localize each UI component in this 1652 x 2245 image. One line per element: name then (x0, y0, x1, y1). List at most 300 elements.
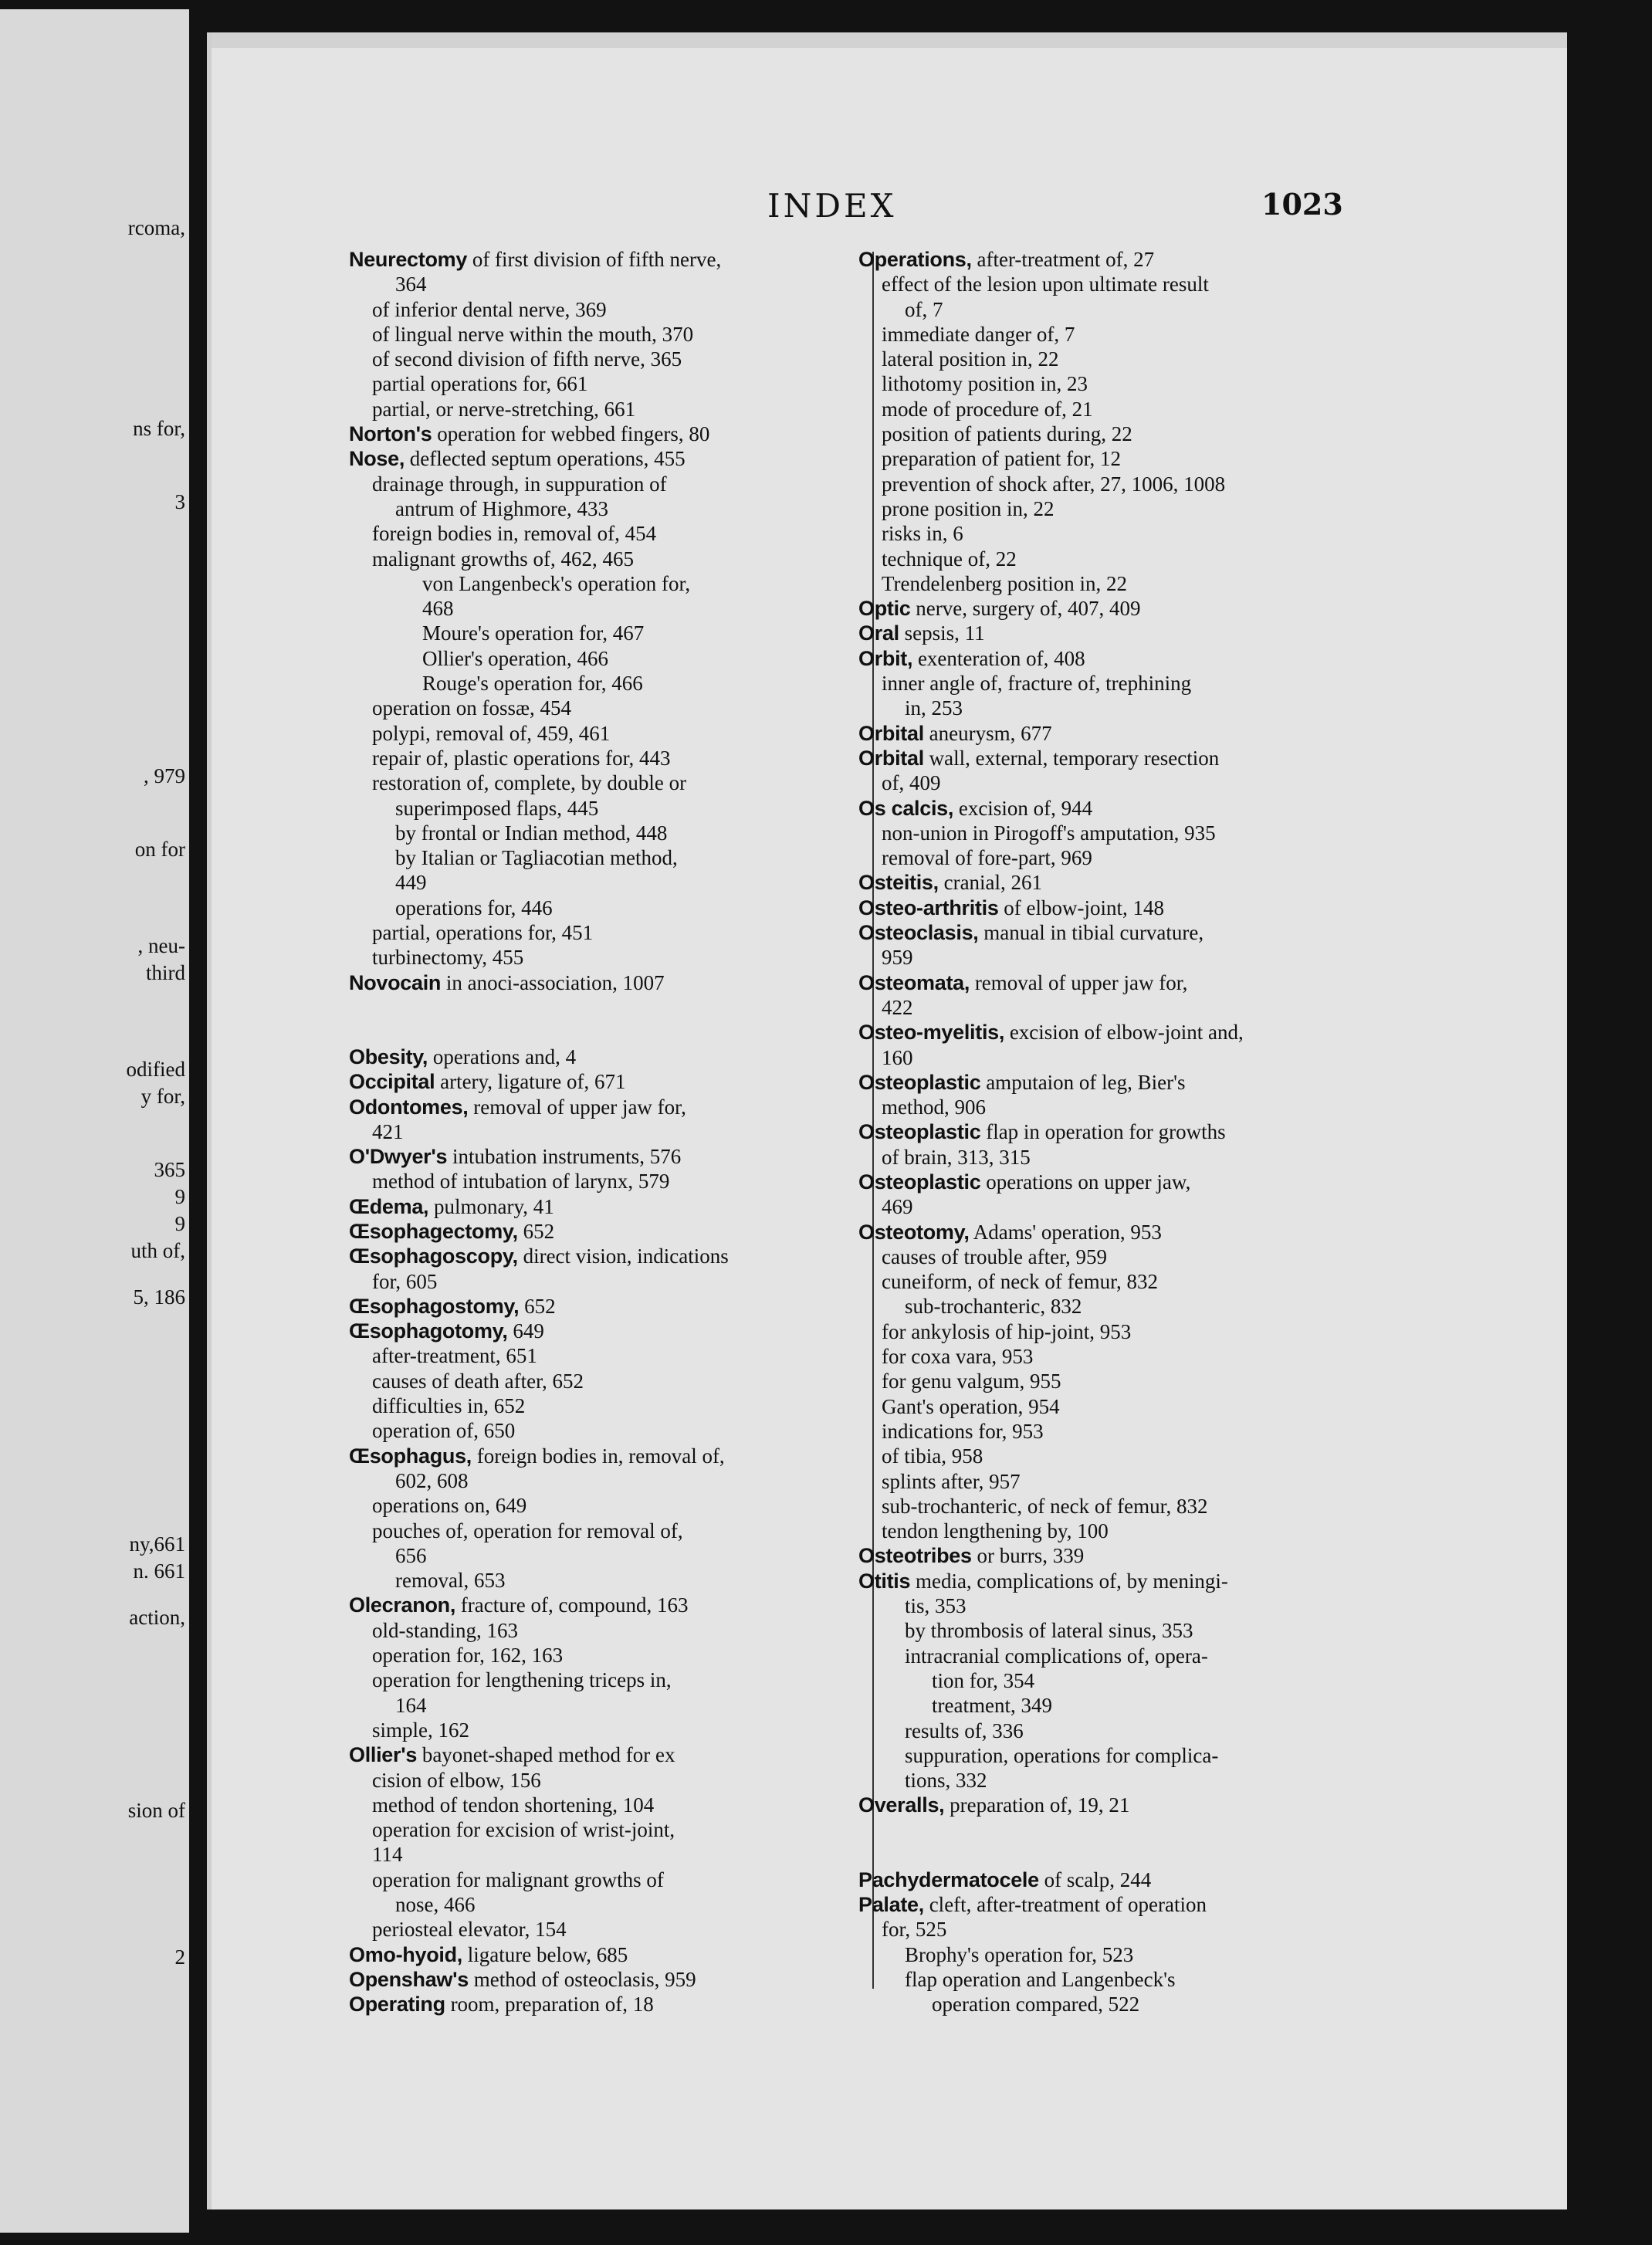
index-subentry (349, 571, 820, 596)
index-subentry (349, 920, 820, 945)
index-subentry (858, 1618, 1337, 1643)
previous-page-fragment: 9 (174, 1185, 185, 1208)
index-text: turbinectomy, 455 (372, 946, 524, 970)
index-text: excision of elbow-joint and, (1004, 1021, 1244, 1045)
index-text: of elbow-joint, 148 (998, 896, 1165, 919)
index-subentry (858, 1419, 1337, 1444)
index-headword: Osteoplastic (858, 1120, 981, 1144)
index-text: removal of upper jaw for, (970, 970, 1188, 994)
index-subentry (858, 1668, 1337, 1693)
index-text: operation for, 162, 163 (372, 1644, 564, 1668)
previous-page-edge (0, 9, 189, 2233)
previous-page-fragment: third (146, 961, 185, 984)
index-entry (349, 1194, 820, 1219)
index-text: method of tendon shortening, 104 (372, 1793, 655, 1817)
index-text: causes of death after, 652 (372, 1369, 584, 1393)
index-text: 422 (882, 995, 913, 1019)
index-subentry (858, 347, 1337, 371)
index-subentry (349, 870, 820, 895)
index-text: operations on upper jaw, (980, 1170, 1191, 1194)
index-text: 469 (882, 1195, 913, 1219)
index-text: old-standing, 163 (372, 1618, 518, 1642)
index-text: for ankylosis of hip-joint, 953 (882, 1319, 1132, 1343)
index-subentry (858, 1593, 1337, 1618)
index-entry (349, 1045, 820, 1069)
index-entry (858, 796, 1337, 821)
index-headword: Osteoclasis, (858, 921, 979, 945)
previous-page-fragment: odified (126, 1058, 185, 1081)
index-subentry (349, 1418, 820, 1443)
index-text: fracture of, compound, 163 (455, 1593, 689, 1617)
index-subentry (349, 1369, 820, 1393)
previous-page-fragment: sion of (127, 1799, 185, 1822)
index-subentry (858, 1344, 1337, 1369)
index-entry (858, 746, 1337, 770)
index-text: 364 (395, 273, 427, 296)
index-text: bayonet-shaped method for ex (417, 1743, 675, 1767)
index-subentry (349, 1793, 820, 1817)
index-page (207, 32, 1567, 2209)
index-text: non-union in Pirogoff's amputation, 935 (882, 821, 1216, 845)
index-text: partial, operations for, 451 (372, 921, 594, 945)
index-text: 114 (372, 1843, 403, 1867)
index-subentry (858, 1718, 1337, 1743)
index-subentry (858, 1095, 1337, 1119)
index-subentry (349, 770, 820, 795)
index-text: tions, 332 (905, 1769, 987, 1793)
index-text: nose, 466 (395, 1893, 476, 1916)
index-text: of, 409 (882, 771, 941, 795)
index-text: technique of, 22 (882, 547, 1017, 571)
index-headword: Œdema, (349, 1194, 429, 1218)
index-text: lithotomy position in, 23 (882, 372, 1088, 396)
index-subentry (349, 671, 820, 696)
index-subentry (349, 1867, 820, 1892)
index-subentry (349, 297, 820, 322)
index-text: intubation instruments, 576 (447, 1145, 682, 1169)
index-text: difficulties in, 652 (372, 1394, 526, 1418)
index-text: flap in operation for growths (980, 1120, 1226, 1144)
previous-page-fragment: 3 (174, 490, 185, 513)
index-headword: Osteo-arthritis (858, 896, 999, 919)
index-text: operations on, 649 (372, 1494, 527, 1518)
index-subentry (349, 1543, 820, 1568)
index-subentry (349, 472, 820, 496)
index-text: artery, ligature of, 671 (435, 1070, 626, 1094)
index-subentry (349, 1768, 820, 1793)
index-subentry (858, 1045, 1337, 1070)
index-text: 468 (422, 597, 454, 621)
index-subentry (349, 1519, 820, 1543)
index-text: 602, 608 (395, 1468, 469, 1492)
index-subentry (858, 521, 1337, 546)
index-text: operation for malignant growths of (372, 1867, 664, 1891)
index-text: removal of fore-part, 969 (882, 846, 1092, 870)
index-text: by thrombosis of lateral sinus, 353 (905, 1619, 1193, 1643)
index-text: 652 (519, 1294, 556, 1318)
index-entry (349, 1967, 820, 1992)
index-subentry (349, 1393, 820, 1418)
index-text: operation for webbed fingers, 80 (432, 422, 710, 446)
index-entry (858, 646, 1337, 671)
index-subentry (858, 1768, 1337, 1793)
index-subentry (349, 1842, 820, 1867)
previous-page-fragment: uth of, (130, 1239, 185, 1262)
index-subentry (349, 272, 820, 296)
index-entry (858, 1020, 1337, 1045)
index-text: effect of the lesion upon ultimate result (882, 273, 1209, 296)
index-text: of first division of fifth nerve, (467, 248, 722, 271)
index-text: ligature below, 685 (462, 1942, 628, 1966)
index-text: mode of procedure of, 21 (882, 397, 1093, 421)
index-text: treatment, 349 (932, 1694, 1052, 1718)
index-text: by Italian or Tagliacotian method, (395, 846, 678, 870)
index-text: operation of, 650 (372, 1419, 516, 1443)
previous-page-fragment: 365 (154, 1158, 185, 1181)
index-text: sub-trochanteric, 832 (905, 1295, 1082, 1319)
previous-page-fragment: y for, (140, 1085, 185, 1108)
index-subentry (858, 1494, 1337, 1519)
page-number: 1023 (1261, 187, 1343, 222)
index-subentry (349, 1269, 820, 1294)
index-text: position of patients during, 22 (882, 422, 1132, 446)
index-column-left (349, 247, 820, 2016)
index-subentry (858, 770, 1337, 795)
index-headword: Orbital (858, 746, 924, 770)
index-subentry (349, 796, 820, 821)
index-subentry (349, 696, 820, 720)
index-subentry (858, 1294, 1337, 1319)
index-headword: Novocain (349, 970, 442, 994)
index-text: 656 (395, 1543, 427, 1567)
previous-page-fragment: ny,661 (129, 1532, 185, 1556)
index-subentry (858, 397, 1337, 422)
index-text: operations for, 446 (395, 896, 553, 919)
index-text: periosteal elevator, 154 (372, 1918, 567, 1942)
previous-page-fragment: 2 (174, 1945, 185, 1969)
index-text: media, complications of, by meningi- (910, 1569, 1228, 1593)
index-headword: Osteitis, (858, 871, 939, 895)
index-entry (349, 1444, 820, 1468)
index-entry (858, 896, 1337, 920)
index-headword: Olecranon, (349, 1593, 456, 1617)
index-text: 164 (395, 1693, 427, 1717)
index-subentry (349, 347, 820, 371)
index-entry (858, 721, 1337, 746)
index-subentry (858, 422, 1337, 446)
index-entry (349, 1144, 820, 1169)
index-text: prone position in, 22 (882, 496, 1055, 520)
index-subentry (858, 1194, 1337, 1219)
index-subentry (858, 1967, 1337, 1992)
index-text: antrum of Highmore, 433 (395, 496, 608, 520)
index-text: removal of upper jaw for, (468, 1095, 686, 1119)
index-headword: Operating (349, 1993, 445, 2016)
index-subentry (858, 297, 1337, 322)
index-entry (349, 446, 820, 471)
index-text: repair of, plastic operations for, 443 (372, 746, 671, 770)
index-text: partial, or nerve-stretching, 661 (372, 397, 636, 421)
index-text: for, 525 (882, 1918, 947, 1942)
index-entry (858, 1170, 1337, 1194)
index-headword: Occipital (349, 1070, 435, 1094)
index-entry (349, 1319, 820, 1343)
index-subentry (858, 671, 1337, 696)
index-text: amputaion of leg, Bier's (980, 1070, 1186, 1094)
index-text: method, 906 (882, 1095, 986, 1119)
index-subentry (349, 1618, 820, 1643)
index-text: of brain, 313, 315 (882, 1145, 1031, 1169)
previous-page-fragment: action, (129, 1606, 185, 1629)
index-text: Rouge's operation for, 466 (422, 672, 643, 696)
index-entry (858, 1569, 1337, 1593)
index-headword: Norton's (349, 422, 432, 446)
index-subentry (349, 496, 820, 521)
index-subentry (349, 1668, 820, 1692)
index-text: operations and, 4 (428, 1045, 577, 1068)
previous-page-fragment: n. 661 (133, 1559, 185, 1583)
index-text: Brophy's operation for, 523 (905, 1942, 1134, 1966)
index-subentry (858, 845, 1337, 870)
index-text: sub-trochanteric, of neck of femur, 832 (882, 1494, 1208, 1518)
index-entry (858, 1543, 1337, 1568)
index-subentry (858, 1369, 1337, 1393)
index-entry (858, 1867, 1337, 1892)
index-text: by frontal or Indian method, 448 (395, 821, 668, 845)
index-subentry (858, 1319, 1337, 1344)
section-gap (349, 995, 820, 1045)
index-text: Gant's operation, 954 (882, 1394, 1060, 1418)
index-entry (858, 596, 1337, 621)
index-entry (858, 920, 1337, 945)
index-subentry (858, 1394, 1337, 1419)
index-entry (349, 422, 820, 446)
index-headword: Orbit, (858, 646, 913, 670)
index-text: sepsis, 11 (899, 621, 985, 645)
index-headword: Osteoplastic (858, 1170, 981, 1194)
index-subentry (858, 472, 1337, 496)
index-subentry (349, 1493, 820, 1518)
index-text: cranial, 261 (938, 871, 1043, 895)
index-text: of scalp, 244 (1038, 1867, 1152, 1891)
index-text: restoration of, complete, by double or (372, 771, 687, 795)
index-text: 160 (882, 1045, 913, 1069)
index-subentry (349, 1169, 820, 1194)
previous-page-fragment: on for (134, 838, 185, 861)
index-subentry (858, 1743, 1337, 1768)
index-subentry (349, 1892, 820, 1917)
index-text: pouches of, operation for removal of, (372, 1519, 683, 1542)
index-text: simple, 162 (372, 1718, 469, 1742)
index-text: preparation of patient for, 12 (882, 447, 1122, 471)
index-text: for, 605 (372, 1269, 438, 1293)
index-text: cision of elbow, 156 (372, 1768, 541, 1792)
index-subentry (349, 1718, 820, 1742)
index-text: aneurysm, 677 (923, 721, 1052, 745)
previous-page-fragment: rcoma, (127, 216, 185, 239)
index-text: flap operation and Langenbeck's (905, 1967, 1176, 1991)
index-headword: Osteomata, (858, 970, 970, 994)
index-subentry (858, 1269, 1337, 1294)
index-subentry (349, 845, 820, 870)
index-text: exenteration of, 408 (912, 646, 1085, 670)
index-headword: Œsophagoscopy, (349, 1244, 518, 1268)
index-subentry (349, 721, 820, 746)
index-text: tion for, 354 (932, 1668, 1035, 1692)
index-text: malignant growths of, 462, 465 (372, 547, 634, 571)
index-text: of second division of fifth nerve, 365 (372, 347, 682, 371)
previous-page-fragment: ns for, (133, 417, 185, 440)
index-entry (349, 1593, 820, 1617)
index-subentry (349, 896, 820, 920)
page-title: INDEX (767, 187, 897, 225)
index-headword: Pachydermatocele (858, 1867, 1039, 1891)
index-text: operation compared, 522 (932, 1993, 1140, 2016)
index-subentry (858, 1469, 1337, 1494)
index-text: excision of, 944 (953, 796, 1093, 820)
index-subentry (858, 1444, 1337, 1468)
index-subentry (858, 272, 1337, 296)
index-text: von Langenbeck's operation for, (422, 571, 691, 595)
page-header (212, 187, 1567, 233)
index-subentry (349, 1693, 820, 1718)
index-subentry (349, 646, 820, 671)
index-text: Ollier's operation, 466 (422, 646, 609, 670)
index-headword: Openshaw's (349, 1967, 469, 1991)
index-headword: Overalls, (858, 1793, 945, 1817)
index-subentry (858, 496, 1337, 521)
index-subentry (349, 746, 820, 770)
index-text: inner angle of, fracture of, trephining (882, 672, 1192, 696)
index-entry (858, 1793, 1337, 1817)
index-headword: Osteo-myelitis, (858, 1021, 1005, 1045)
index-text: intracranial complications of, opera- (905, 1644, 1208, 1668)
index-subentry (858, 945, 1337, 970)
index-subentry (858, 1145, 1337, 1170)
index-text: direct vision, indications (517, 1244, 729, 1268)
index-text: foreign bodies in, removal of, (472, 1444, 725, 1468)
index-text: tis, 353 (905, 1594, 966, 1618)
index-headword: Œsophagus, (349, 1444, 472, 1468)
index-subentry (349, 1343, 820, 1368)
index-entry (858, 1220, 1337, 1244)
index-subentry (349, 521, 820, 546)
index-headword: Palate, (858, 1893, 924, 1916)
index-text: nerve, surgery of, 407, 409 (910, 597, 1141, 621)
index-entry (858, 1892, 1337, 1917)
section-gap (858, 1818, 1337, 1867)
index-text: causes of trouble after, 959 (882, 1244, 1108, 1268)
index-headword: Osteotribes (858, 1544, 972, 1568)
index-text: or burrs, 339 (971, 1544, 1085, 1568)
index-subentry (349, 397, 820, 422)
index-subentry (349, 1568, 820, 1593)
index-subentry (349, 1468, 820, 1493)
index-subentry (858, 821, 1337, 845)
index-text: splints after, 957 (882, 1469, 1021, 1493)
index-headword: Osteotomy, (858, 1220, 970, 1244)
index-text: 449 (395, 871, 427, 895)
index-text: Trendelenberg position in, 22 (882, 571, 1127, 595)
index-text: indications for, 953 (882, 1419, 1044, 1443)
index-headword: Omo-hyoid, (349, 1942, 462, 1966)
index-headword: O'Dwyer's (349, 1145, 448, 1169)
index-text: in, 253 (905, 696, 963, 720)
index-text: removal, 653 (395, 1569, 506, 1593)
index-subentry (858, 371, 1337, 396)
index-text: superimposed flaps, 445 (395, 796, 599, 820)
index-subentry (858, 1644, 1337, 1668)
index-text: after-treatment of, 27 (971, 248, 1155, 271)
index-subentry (858, 571, 1337, 596)
index-entry (858, 621, 1337, 645)
previous-page-fragment: , neu- (137, 934, 185, 957)
index-subentry (349, 1119, 820, 1144)
index-entry (349, 1992, 820, 2016)
index-text: cuneiform, of neck of femur, 832 (882, 1270, 1159, 1294)
index-headword: Oral (858, 621, 899, 645)
index-entry (349, 1742, 820, 1767)
index-text: Adams' operation, 953 (969, 1220, 1162, 1244)
index-headword: Osteoplastic (858, 1070, 981, 1094)
index-text: 649 (507, 1319, 544, 1343)
index-text: partial operations for, 661 (372, 372, 588, 396)
index-subentry (349, 821, 820, 845)
index-headword: Otitis (858, 1569, 911, 1593)
index-subentry (858, 547, 1337, 571)
index-subentry (858, 1244, 1337, 1269)
index-subentry (349, 1917, 820, 1942)
index-subentry (858, 1519, 1337, 1543)
index-entry (858, 970, 1337, 995)
index-text: method of osteoclasis, 959 (468, 1967, 696, 1991)
index-subentry (858, 446, 1337, 471)
index-headword: Ollier's (349, 1743, 418, 1767)
previous-page-fragment: 9 (174, 1212, 185, 1235)
index-headword: Os calcis, (858, 796, 954, 820)
index-entry (858, 1119, 1337, 1144)
index-text: tendon lengthening by, 100 (882, 1519, 1109, 1543)
previous-page-fragment: , 979 (144, 764, 185, 787)
index-text: preparation of, 19, 21 (944, 1793, 1130, 1817)
index-headword: Obesity, (349, 1045, 428, 1068)
index-text: 959 (882, 946, 913, 970)
index-subentry (349, 1643, 820, 1668)
index-text: polypi, removal of, 459, 461 (372, 721, 611, 745)
index-text: operation on fossæ, 454 (372, 696, 571, 720)
index-text: suppuration, operations for complica- (905, 1743, 1219, 1767)
index-subentry (349, 1817, 820, 1842)
index-headword: Œsophagectomy, (349, 1219, 518, 1243)
index-headword: Optic (858, 597, 911, 621)
index-entry (858, 1070, 1337, 1095)
index-text: Moure's operation for, 467 (422, 621, 645, 645)
index-subentry (349, 371, 820, 396)
index-text: cleft, after-treatment of operation (923, 1893, 1207, 1916)
index-text: foreign bodies in, removal of, 454 (372, 522, 657, 546)
index-entry (349, 1294, 820, 1319)
index-text: operation for excision of wrist-joint, (372, 1818, 675, 1842)
previous-page-fragment: 5, 186 (133, 1285, 185, 1309)
index-entry (349, 247, 820, 272)
index-text: operation for lengthening triceps in, (372, 1668, 672, 1692)
index-text: immediate danger of, 7 (882, 322, 1075, 346)
index-text: drainage through, in suppuration of (372, 472, 667, 496)
index-text: wall, external, temporary resection (923, 746, 1220, 770)
index-subentry (858, 1693, 1337, 1718)
index-entry (858, 870, 1337, 895)
index-subentry (858, 1992, 1337, 2016)
